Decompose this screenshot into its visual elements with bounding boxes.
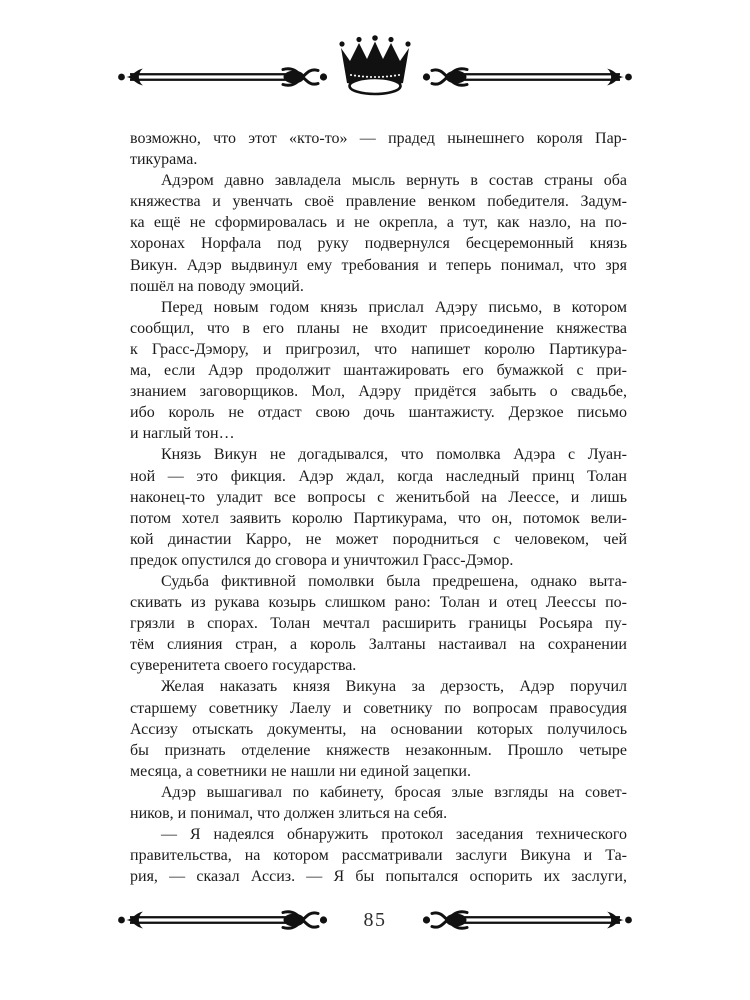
- text-line: месяца, а советники не нашли ни единой зацепки.: [130, 762, 471, 780]
- text-line: Ассизу отыскать документы, на основании которых получилось: [130, 720, 627, 738]
- text-line: Перед новым годом князь прислал Адэру письмо, в котором: [161, 298, 627, 316]
- text-line: сообщил, что в его планы не входит присоединение княжества: [130, 319, 627, 337]
- text-line: ной — это фикция. Адэр ждал, когда наследный принц Толан: [130, 467, 627, 485]
- text-line: предок опустился до сговора и уничтожил Грасс-Дэмор.: [130, 551, 514, 569]
- text-line: скивать из рукава козырь слишком рано: Толан и отец Леессы по-: [130, 594, 627, 612]
- divider-left-ornament-icon: [117, 65, 329, 89]
- header-divider: [117, 35, 633, 97]
- text-line: пошёл на поводу эмоций.: [130, 277, 304, 295]
- text-line: кой династии Карро, не может породниться с человеком, чей: [130, 530, 627, 548]
- text-line: Князь Викун не догадывался, что помолвка Адэра с Луан-: [161, 446, 627, 464]
- text-line: Желая наказать князя Викуна за дерзость, Адэр поручил: [161, 678, 627, 696]
- text-line: Судьба фиктивной помолвки была предрешена, однако выта-: [161, 572, 627, 590]
- text-line: княжества и увенчать своё правление венком победителя. Задум-: [130, 193, 627, 211]
- text-line: возможно, что этот «кто-то» — прадед нынешнего короля Пар-: [130, 130, 627, 147]
- text-line: потом хотел заявить королю Партикурама, что он, потомок вели-: [130, 509, 627, 527]
- text-line: Адэром давно завладела мысль вернуть в состав страны оба: [161, 172, 627, 190]
- page-number: 85: [363, 909, 387, 931]
- text-line: — Я надеялся обнаружить протокол заседания технического: [161, 826, 627, 844]
- text-line: наконец-то уладит все вопросы с женитьбой на Леессе, и лишь: [130, 488, 627, 506]
- text-line: знанием заговорщиков. Мол, Адэру придётся забыть о свадьбе,: [130, 383, 627, 401]
- text-line: грязли в спорах. Толан мечтал расширить границы Росьяра пу-: [130, 615, 627, 633]
- crown-icon: [329, 35, 421, 97]
- text-line: ников, и понимал, что должен злиться на себя.: [130, 805, 448, 822]
- text-line: рия, — сказал Ассиз. — Я бы попытался оспорить их заслуги,: [130, 868, 627, 886]
- text-line: ма, если Адэр продолжит шантажировать его бумажкой с при-: [130, 362, 627, 380]
- text-line: старшему советнику Лаелу и советнику по вопросам правосудия: [130, 699, 627, 717]
- text-line: суверенитета своего государства.: [130, 657, 357, 675]
- text-line: к Грасс-Дэмору, и пригрозил, что напишет королю Партикура-: [130, 340, 627, 358]
- text-line: хоронах Норфала под руку подвернулся бесцеремонный князь: [130, 235, 627, 253]
- text-block: [130, 128, 627, 887]
- text-line: Адэр вышагивал по кабинету, бросая злые взгляды на совет-: [161, 783, 627, 801]
- text-line: и наглый тон…: [130, 425, 235, 443]
- text-line: правительства, на котором рассматривали заслуги Викуна и Та-: [130, 847, 627, 865]
- text-line: ка ещё не сформировалась и не окрепла, а тут, как назло, на по-: [130, 214, 627, 232]
- text-line: ибо король не отдаст свою дочь шантажисту. Дерзкое письмо: [130, 404, 627, 422]
- footer-divider: [117, 903, 633, 943]
- text-line: тикурама.: [130, 151, 198, 169]
- divider-right-ornament-icon: [421, 908, 633, 932]
- divider-right-ornament-icon: [421, 65, 633, 89]
- divider-left-ornament-icon: [117, 908, 329, 932]
- text-line: тём слияния стран, а король Залтаны настаивал на сохранении: [130, 636, 627, 654]
- text-line: Викун. Адэр выдвинул ему требования и теперь понимал, что зря: [130, 256, 627, 274]
- text-line: бы признать отделение княжеств незаконным. Прошло четыре: [130, 741, 627, 759]
